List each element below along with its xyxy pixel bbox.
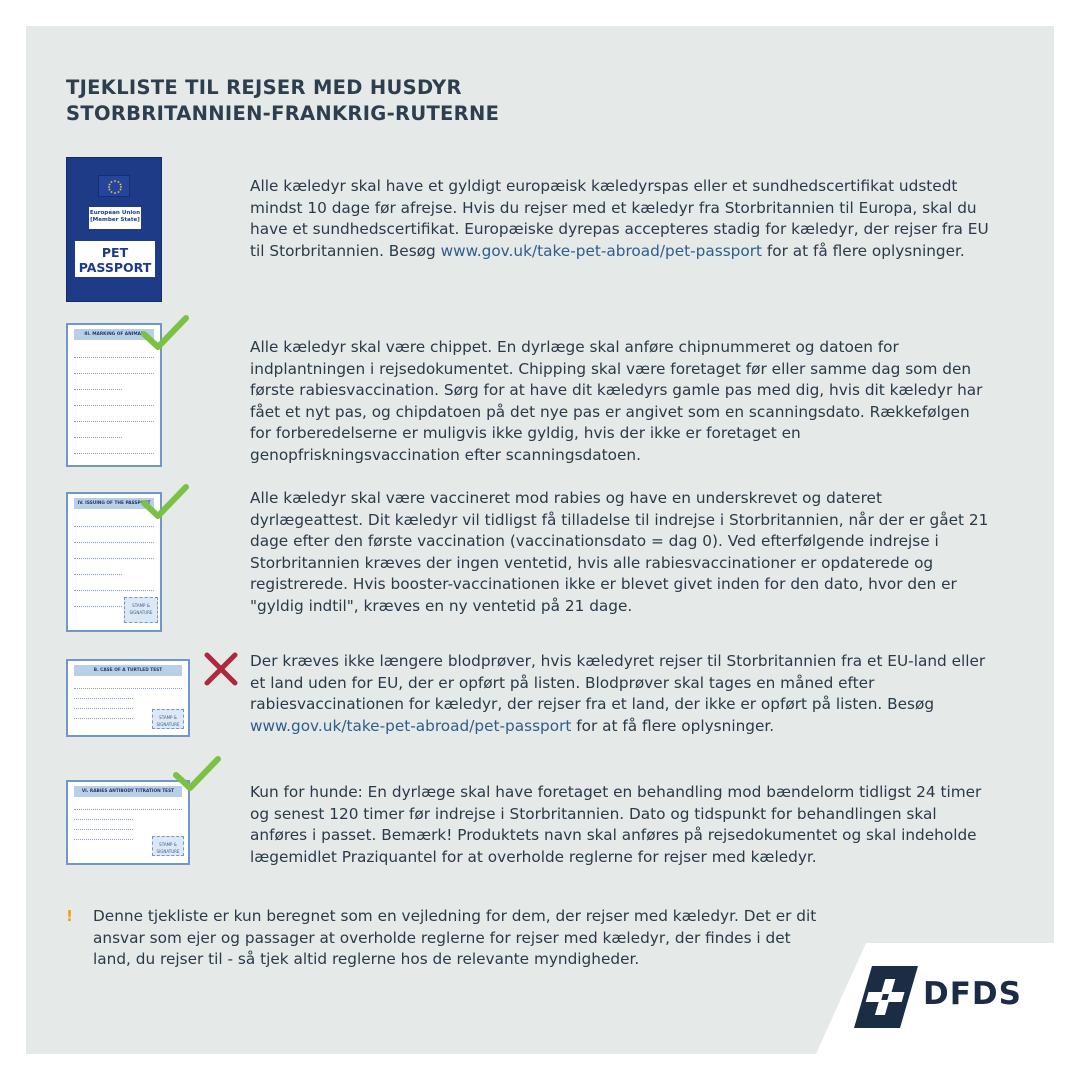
document-line (74, 681, 182, 689)
stamp-signature-box: STAMP & SIGNATURE (152, 836, 184, 856)
check-icon (138, 312, 192, 354)
item-text: Der kræves ikke længere blodprøver, hvis kæledyret rejser til Storbritannien fra et EU-land eller et land uden for EU, der er opført på listen. Blodprøver skal tages en måned efter rabiesvaccinationen for kæledyr, der rejser fra et land, der ikke er opført på listen. Besøg (250, 652, 986, 714)
pet-passport-label-line-1: PET (101, 245, 129, 260)
document-line (74, 812, 133, 820)
eu-label (89, 207, 141, 229)
pet-passport-label-line-2: PASSPORT (78, 260, 152, 275)
document-line (74, 701, 133, 709)
passport-footer-strip (87, 293, 143, 299)
document-heading: III. MARKING OF ANIMAL (74, 329, 154, 340)
page-title (66, 75, 766, 127)
checklist-item-rabies: Alle kæledyr skal være vaccineret mod rabies og have en underskrevet og dateret dyrlægeattest. Dit kæledyr vil tidligst få tilladelse til indrejse i Storbritannien, når der er gået 21 dage efter den første vaccination (vaccinationsdato = dag 0). Ved efterfølgende indrejse i Storbritannien kræves der ingen ventetid, hvis alle rabiesvaccinationer er opdaterede og registrerede. Hvis booster-vaccinationen ikke er blevet givet inden for den dato, hvor den er "gyldig indtil", kræves en ny ventetid på 21 dage. (250, 489, 989, 615)
warning-icon: ! (66, 907, 73, 925)
document-line (74, 546, 154, 559)
cross-icon (200, 648, 242, 690)
checklist-panel (26, 26, 1054, 1054)
document-line (74, 594, 122, 607)
title-line-1: TJEKLISTE TIL REJSER MED HUSDYR (66, 76, 462, 99)
document-heading: B. CASE OF A TURTLED TEST (74, 665, 182, 676)
document-heading: IV. ISSUING OF THE PASSPORT (74, 498, 154, 509)
checklist-item-tapeworm: Kun for hunde: En dyrlæge skal have foretaget en behandling mod bændelorm tidligst 24 timer og senest 120 timer før indrejse i Storbritannien. Dato og tidspunkt for behandlingen skal anføres i passet. Bemærk! Produktets navn skal anføres på rejsedokumentet og skal indeholde lægemidlet Praziquantel for at overholde reglerne for rejser med kæledyr. (250, 783, 982, 866)
item-text-end: for at få flere oplysninger. (571, 716, 775, 735)
title-line-2: STORBRITANNIEN-FRANKRIG-RUTERNE (66, 102, 500, 125)
pet-passport-image (66, 157, 162, 302)
blood-test-document-image (66, 659, 190, 737)
document-line (74, 377, 122, 390)
disclaimer-note (66, 906, 826, 971)
document-line (74, 822, 133, 830)
document-line (74, 530, 154, 543)
document-line (74, 409, 154, 422)
checklist-item-passport (250, 176, 990, 262)
checklist-item-blood-test (250, 651, 990, 737)
dfds-flag-icon (854, 966, 918, 1028)
document-line (74, 441, 154, 454)
document-line (74, 802, 182, 810)
document-line (74, 578, 154, 591)
gov-uk-link[interactable]: www.gov.uk/take-pet-abroad/pet-passport (440, 241, 763, 260)
eu-label-line-2: [Member State] (90, 217, 140, 223)
document-line (74, 562, 122, 575)
item-text: Alle kæledyr skal have et gyldigt europæisk kæledyrspas eller et sundhedscertifikat udstedt mindst 10 dage før afrejse. Hvis du rejser med et kæledyr fra Storbritannien til Europa, skal du have et sundhedscertifikat. Europæiske dyrepas accepteres stadig for kæledyr, der rejser fra EU til Storbritannien. Besøg (250, 177, 989, 260)
eu-label-line-1: European Union (89, 210, 141, 216)
checklist-item-microchip: Alle kæledyr skal være chippet. En dyrlæge skal anføre chipnummeret og datoen for indplantningen i rejsedokumentet. Chipping skal være foretaget før eller samme dag som den første rabiesvaccination. Sørg for at have dit kæledyrs gamle pas med dig, hvis dit kæledyr har fået et nyt pas, og chipdatoen på det nye pas er angivet som en scanningsdato. Rækkefølgen for forberedelserne er muligvis ikke gyldig, hvis der ikke er foretaget en genopfriskningsvaccination efter scanningsdatoen. (250, 338, 983, 464)
pet-passport-label (75, 241, 155, 277)
disclaimer-text: Denne tjekliste er kun beregnet som en vejledning for dem, der rejser med kæledyr. Det er dit ansvar som ejer og passager at overholde reglerne for rejser med kæledyr, der findes i det land, du rejser til - så tjek altid reglerne hos de relevante myndigheder. (93, 907, 817, 969)
document-line (74, 711, 133, 719)
document-line (74, 361, 154, 374)
stamp-signature-box: STAMP & SIGNATURE (152, 709, 184, 729)
dfds-wordmark: DFDS (923, 976, 1022, 1012)
document-line (74, 832, 133, 840)
gov-uk-link[interactable]: www.gov.uk/take-pet-abroad/pet-passport (250, 716, 572, 735)
document-line (74, 425, 122, 438)
check-icon (138, 481, 192, 523)
item-text-end: for at få flere oplysninger. (762, 241, 965, 260)
document-heading: VI. RABIES ANTIBODY TITRATION TEST (74, 786, 182, 797)
stamp-signature-box: STAMP & SIGNATURE (124, 597, 158, 623)
check-icon (170, 753, 224, 795)
document-line (74, 691, 133, 699)
eu-flag-icon (98, 175, 130, 197)
dfds-logo[interactable] (854, 966, 1029, 1028)
document-line (74, 393, 154, 406)
